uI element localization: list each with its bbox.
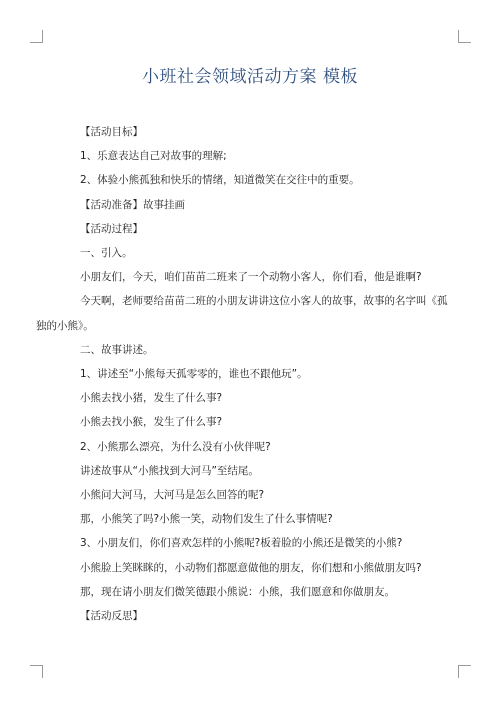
document-body	[36, 120, 448, 628]
paragraph-line-continued: 独的小熊》。	[36, 319, 94, 332]
section-heading-reflection: 【活动反思】	[80, 610, 143, 623]
section-heading-preparation: 【活动准备】故事挂画	[80, 198, 185, 211]
paragraph-line: 小熊去找小猴，发生了什么事?	[80, 416, 223, 429]
section-heading-process: 【活动过程】	[80, 222, 143, 235]
paragraph-line: 小熊问大河马，大河马是怎么回答的呢?	[80, 489, 265, 502]
paragraph-line: 小熊去找小猪，发生了什么事?	[80, 392, 223, 405]
paragraph-line: 讲述故事从“小熊找到大河马”至结尾。	[80, 464, 259, 477]
paragraph-line: 那，现在请小朋友们微笑德跟小熊说：小熊，我们愿意和你做朋友。	[80, 585, 395, 598]
paragraph-line: 今天啊，老师要给苗苗二班的小朋友讲讲这位小客人的故事，故事的名字叫《孤	[80, 295, 448, 308]
crop-mark-bottom-right	[458, 665, 471, 678]
paragraph-line: 1、讲述至“小熊每天孤零零的，谁也不跟他玩”。	[80, 368, 308, 381]
paragraph-line: 3、小朋友们，你们喜欢怎样的小熊呢?板着脸的小熊还是微笑的小熊?	[80, 537, 403, 550]
paragraph-line: 小朋友们，今天，咱们苗苗二班来了一个动物小客人，你们看，他是谁啊?	[80, 271, 422, 284]
paragraph-line: 2、小熊那么漂亮，为什么没有小伙伴呢?	[80, 440, 271, 453]
step-heading-intro: 一、引入。	[80, 247, 133, 260]
section-heading-goals: 【活动目标】	[80, 126, 143, 138]
crop-mark-top-right	[458, 30, 471, 43]
document-title: 小班社会领域活动方案 模板	[142, 67, 358, 87]
step-heading-story: 二、故事讲述。	[80, 343, 154, 356]
goal-item-2: 2、体验小熊孤独和快乐的情绪，知道微笑在交往中的重要。	[80, 174, 360, 187]
paragraph-line: 那，小熊笑了吗?小熊一笑，动物们发生了什么事情呢?	[80, 513, 333, 526]
paragraph-line: 小熊脸上笑眯眯的，小动物们都愿意做他的朋友，你们想和小熊做朋友吗?	[80, 561, 422, 574]
goal-item-1: 1、乐意表达自己对故事的理解;	[80, 150, 227, 163]
crop-mark-top-left	[30, 30, 43, 43]
crop-mark-bottom-left	[30, 665, 43, 678]
